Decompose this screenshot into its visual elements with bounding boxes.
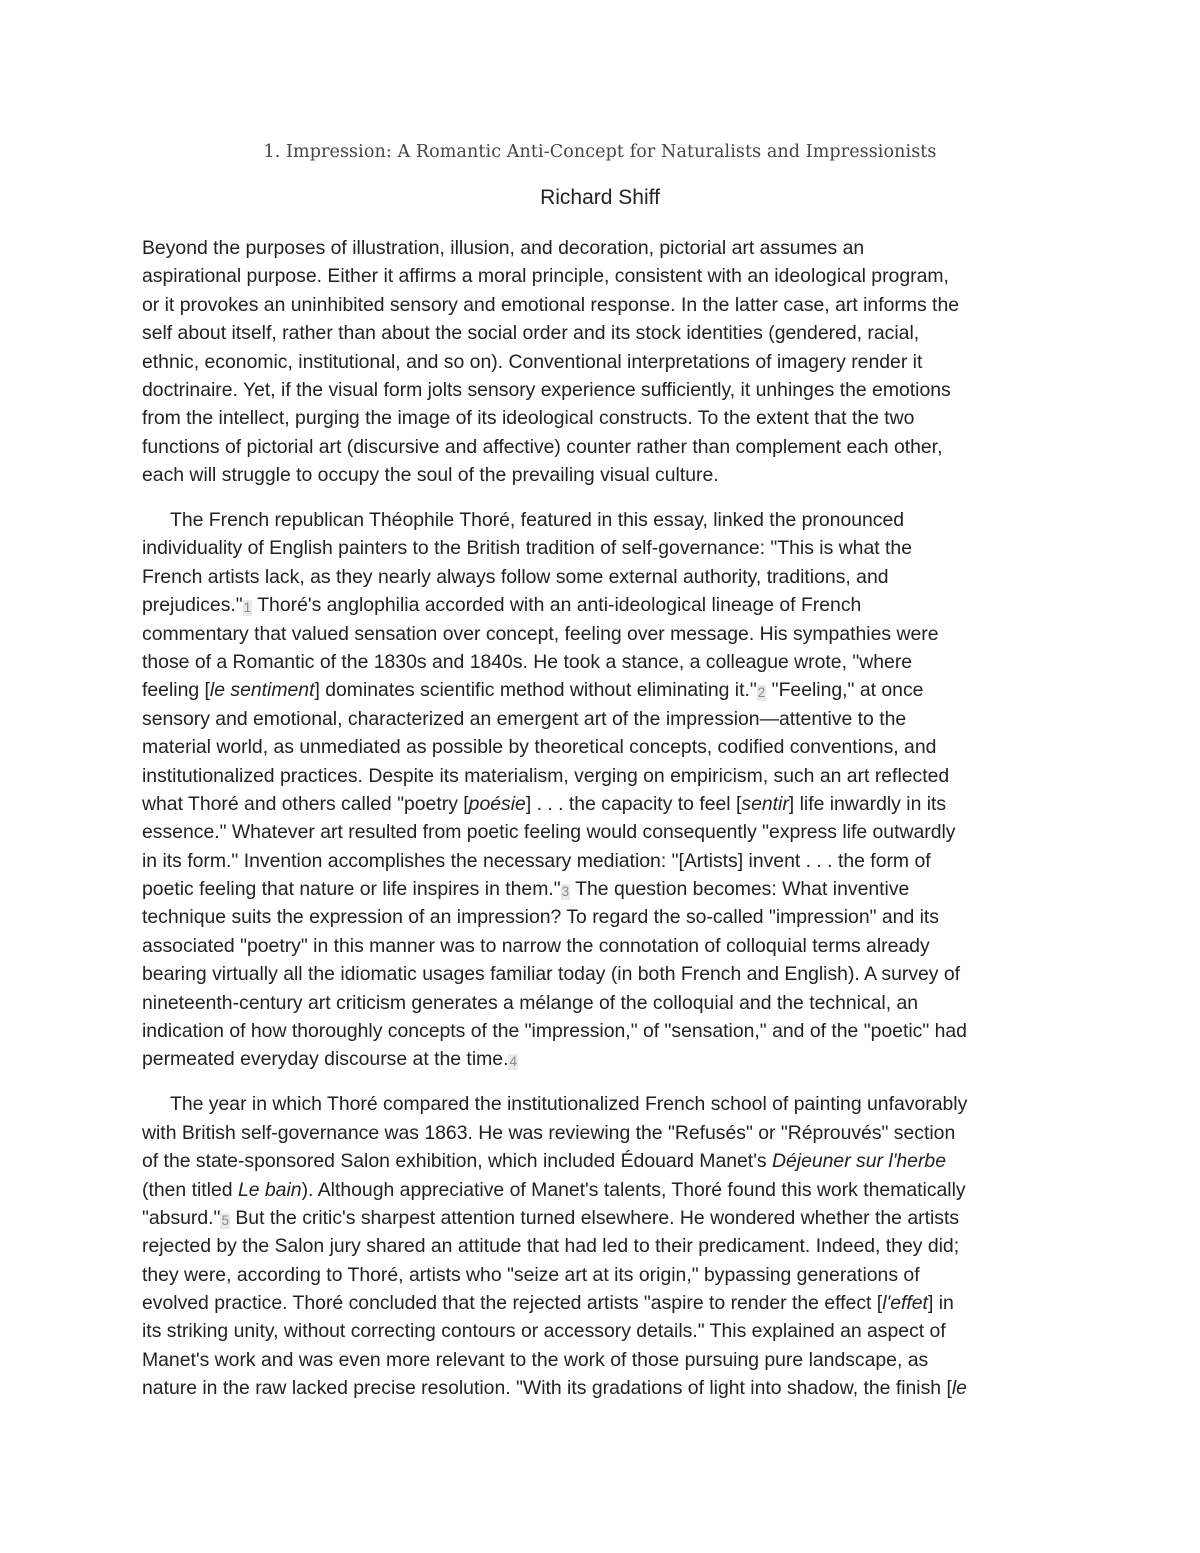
text-line [142,433,1062,461]
text-run: technique suits the expression of an impression? To regard the so-called "impression" and its [142,906,940,929]
text-run: ethnic, economic, institutional, and so on). Conventional interpretations of imagery render it [142,350,923,373]
text-run: material world, as unmediated as possible by theoretical concepts, codified conventions, and [142,736,937,759]
text-line [142,1176,1062,1204]
paragraph-gap [142,1074,1062,1091]
essay-body [142,234,1062,1403]
text-line [142,461,1062,489]
italic-text: poésie [468,792,526,815]
text-run: aspirational purpose. Either it affirms a moral principle, consistent with an ideological program, [142,265,949,288]
text-run: of the state-sponsored Salon exhibition, which included Édouard Manet's [142,1150,772,1173]
text-line [142,262,1062,290]
text-line [142,348,1062,376]
text-line [142,762,1062,790]
footnote-marker[interactable]: 4 [509,1054,517,1070]
text-line [142,960,1062,988]
text-run: essence." Whatever art resulted from poetic feeling would consequently "express life outwardly [142,821,956,844]
text-line [142,563,1062,591]
text-line [142,648,1062,676]
text-line [142,1017,1062,1045]
essay-title: 1. Impression: A Romantic Anti-Concept for Naturalists and Impressionists [263,142,937,162]
text-run: But the critic's sharpest attention turned elsewhere. He wondered whether the artists [229,1206,960,1229]
text-run: sensory and emotional, characterized an emergent art of the impression—attentive to the [142,707,907,730]
text-run: rejected by the Salon jury shared an attitude that had led to their predicament. Indeed, they did; [142,1235,960,1258]
text-run: associated "poetry" in this manner was to narrow the connotation of colloquial terms already [142,934,930,957]
text-run: nature in the raw lacked precise resolution. "With its gradations of light into shadow, the finish [ [142,1377,952,1400]
text-run: "Feeling," at once [766,679,924,702]
text-line [142,1147,1062,1175]
text-run: Manet's work and was even more relevant to the work of those pursuing pure landscape, as [142,1348,929,1371]
text-run: The question becomes: What inventive [570,878,910,901]
text-run: prejudices." [142,594,243,617]
paragraph [142,234,1062,490]
text-line [142,1119,1062,1147]
italic-text: le [951,1377,967,1400]
footnote-marker[interactable]: 2 [757,685,766,701]
footnote-marker[interactable]: 3 [561,884,570,900]
italic-text: Le bain [237,1178,302,1201]
text-line [142,1374,1062,1402]
text-line [142,1317,1062,1345]
text-line [142,705,1062,733]
text-run: The French republican Théophile Thoré, featured in this essay, linked the pronounced [170,509,905,532]
text-run: permeated everyday discourse at the time. [142,1048,509,1071]
text-run: institutionalized practices. Despite its materialism, verging on empiricism, such an art reflected [142,764,950,787]
text-run: Thoré's anglophilia accorded with an anti-ideological lineage of French [252,594,862,617]
text-run: ] life inwardly in its [788,792,947,815]
text-run: in its form." Invention accomplishes the necessary mediation: "[Artists] invent . . . the form of [142,849,931,872]
text-run: evolved practice. Thoré concluded that the rejected artists "aspire to render the effect [ [142,1292,883,1315]
text-run: individuality of English painters to the British tradition of self-governance: "This is what the [142,537,912,560]
text-line [142,875,1062,903]
footnote-marker[interactable]: 5 [221,1212,229,1228]
text-line [142,1232,1062,1260]
text-line [142,847,1062,875]
paragraph [142,506,1062,1074]
paragraph [142,1090,1062,1402]
text-run: poetic feeling that nature or life inspires in them." [142,878,561,901]
text-line [142,1289,1062,1317]
author-name: Richard Shiff [540,186,660,209]
text-line [142,932,1062,960]
text-run: each will struggle to occupy the soul of the prevailing visual culture. [142,464,719,487]
text-run: indication of how thoroughly concepts of the "impression," of "sensation," and of the "poetic" had [142,1020,967,1043]
text-run: doctrinaire. Yet, if the visual form jolts sensory experience sufficiently, it unhinges the emotions [142,378,951,401]
paragraph-gap [142,490,1062,507]
text-line [142,319,1062,347]
text-line [142,1204,1062,1232]
text-line [142,291,1062,319]
italic-text: sentir [741,792,789,815]
text-run: ] dominates scientific method without eliminating it." [314,679,757,702]
italic-text: Déjeuner sur l'herbe [771,1150,946,1173]
text-run: functions of pictorial art (discursive and affective) counter rather than complement each other, [142,435,943,458]
text-line [142,1346,1062,1374]
text-line [142,620,1062,648]
text-run: ). Although appreciative of Manet's talents, Thoré found this work thematically [301,1178,966,1201]
text-line [142,989,1062,1017]
text-run: (then titled [142,1178,238,1201]
footnote-marker[interactable]: 1 [243,600,252,616]
text-run: nineteenth-century art criticism generates a mélange of the colloquial and the technical, an [142,991,919,1014]
text-run: those of a Romantic of the 1830s and 1840s. He took a stance, a colleague wrote, "where [142,650,913,673]
text-line [142,234,1062,262]
text-line [142,733,1062,761]
text-run: ] . . . the capacity to feel [ [525,792,742,815]
text-run: its striking unity, without correcting contours or accessory details." This explained an aspect of [142,1320,946,1343]
text-run: French artists lack, as they nearly always follow some external authority, traditions, and [142,565,889,588]
italic-text: l'effet [882,1292,928,1315]
text-run: from the intellect, purging the image of its ideological constructs. To the extent that the two [142,407,915,430]
text-line [142,506,1062,534]
text-run: Beyond the purposes of illustration, illusion, and decoration, pictorial art assumes an [142,237,865,259]
text-line [142,1261,1062,1289]
text-line [142,404,1062,432]
italic-text: le sentiment [209,679,315,702]
text-line [142,903,1062,931]
text-line [142,376,1062,404]
text-run: what Thoré and others called "poetry [ [142,792,469,815]
text-line [142,1090,1062,1118]
text-line [142,676,1062,704]
text-line [142,534,1062,562]
text-line [142,818,1062,846]
text-line [142,1045,1062,1073]
text-line [142,790,1062,818]
text-run: feeling [ [142,679,210,702]
text-run: bearing virtually all the idiomatic usages familiar today (in both French and English). A survey of [142,963,961,986]
text-run: with British self-governance was 1863. He was reviewing the "Refusés" or "Réprouvés" section [142,1121,956,1144]
text-run: The year in which Thoré compared the institutionalized French school of painting unfavorably [170,1093,968,1116]
text-run: commentary that valued sensation over concept, feeling over message. His sympathies were [142,622,939,645]
text-run: they were, according to Thoré, artists who "seize art at its origin," bypassing generations of [142,1263,920,1286]
text-run: self about itself, rather than about the social order and its stock identities (gendered, racial, [142,322,920,345]
text-run: "absurd." [142,1206,221,1229]
text-run: or it provokes an uninhibited sensory and emotional response. In the latter case, art informs the [142,293,960,316]
text-line [142,591,1062,619]
text-run: ] in [927,1292,954,1315]
